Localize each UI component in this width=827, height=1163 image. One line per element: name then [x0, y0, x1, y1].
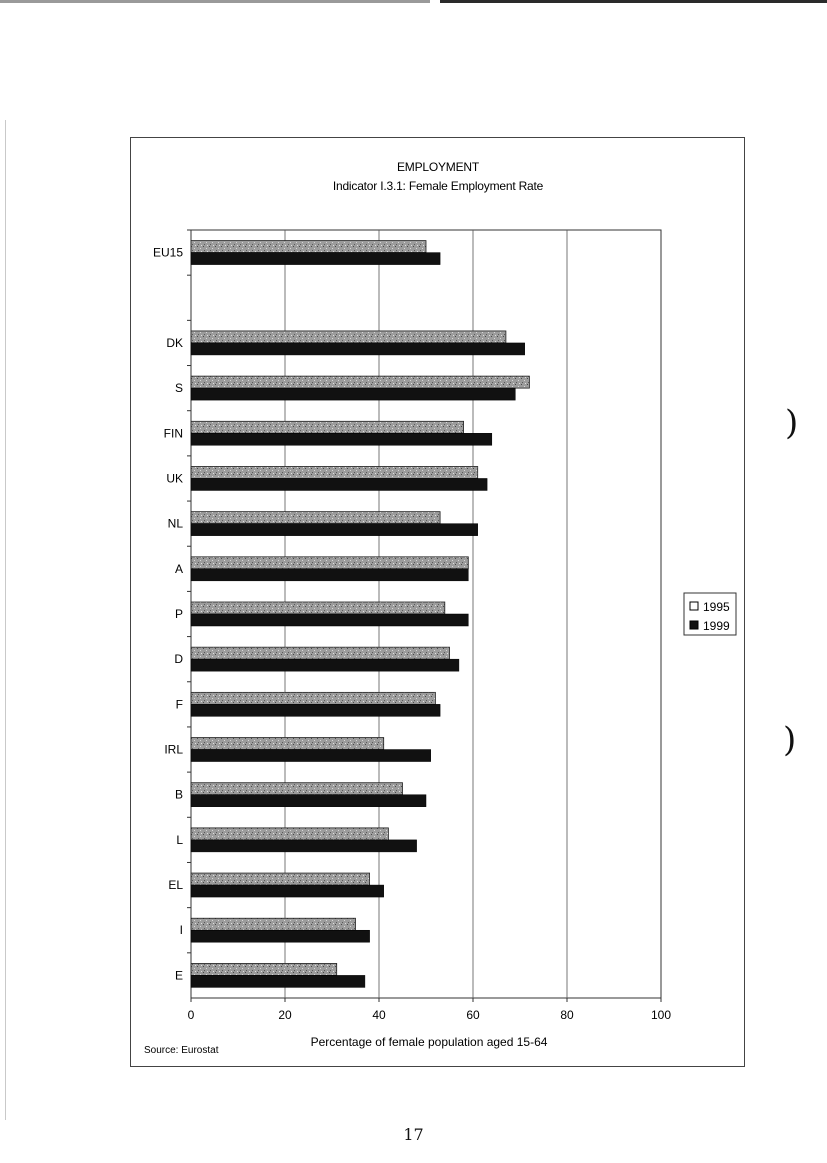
binding-hole-mark-lower: ) — [783, 720, 797, 760]
category-label: D — [174, 652, 183, 667]
x-tick-label: 20 — [278, 1008, 292, 1022]
category-label: E — [174, 968, 183, 983]
bar-1995 — [191, 963, 337, 975]
category-label: DK — [166, 335, 183, 350]
bar-1999 — [191, 478, 487, 490]
x-tick-label: 100 — [650, 1008, 672, 1022]
x-axis-title: Percentage of female population aged 15-64 — [310, 1035, 548, 1049]
page-edge-line — [5, 120, 6, 1120]
source-note: Source: Eurostat — [144, 1045, 219, 1056]
category-label: EU15 — [152, 245, 183, 260]
bar-1995 — [191, 918, 356, 930]
bar-1999 — [191, 930, 370, 942]
bar-1995 — [191, 602, 445, 614]
legend-label: 1999 — [703, 619, 730, 633]
category-label: B — [174, 787, 183, 802]
category-label: NL — [167, 516, 183, 531]
x-axis — [188, 998, 672, 1022]
x-tick-label: 40 — [372, 1008, 386, 1022]
legend-swatch — [690, 621, 698, 629]
bar-1995 — [191, 241, 426, 253]
category-label: UK — [166, 471, 183, 486]
legend — [684, 593, 736, 635]
category-label: I — [179, 923, 183, 938]
legend-label: 1995 — [703, 600, 730, 614]
bar-1999 — [191, 885, 384, 897]
category-label: S — [174, 381, 183, 396]
bar-1999 — [191, 569, 468, 581]
category-label: A — [174, 561, 183, 576]
bar-1995 — [191, 512, 440, 524]
y-axis — [153, 230, 191, 982]
bar-1999 — [191, 388, 515, 400]
bar-1999 — [191, 253, 440, 265]
bar-1995 — [191, 421, 464, 433]
bar-1999 — [191, 433, 492, 445]
x-tick-label: 0 — [187, 1008, 195, 1022]
bar-1995 — [191, 557, 468, 569]
category-label: L — [176, 832, 183, 847]
category-label: FIN — [163, 426, 183, 441]
category-label: P — [174, 607, 183, 621]
scan-edge-shading — [0, 0, 430, 3]
bar-1995 — [191, 783, 403, 795]
bar-1999 — [191, 614, 468, 626]
bar-1995 — [191, 647, 450, 659]
bar-1995 — [191, 692, 435, 704]
bars-layer — [191, 241, 529, 988]
figure-frame — [130, 137, 745, 1067]
bar-1999 — [191, 840, 417, 852]
bar-1999 — [191, 524, 478, 536]
bar-1995 — [191, 331, 506, 343]
bar-1995 — [191, 376, 529, 388]
x-tick-label: 80 — [560, 1008, 574, 1022]
bar-1995 — [191, 873, 370, 885]
scan-edge-line — [440, 0, 827, 3]
bar-1999 — [191, 750, 431, 762]
bar-1999 — [191, 795, 426, 807]
legend-swatch — [690, 602, 698, 610]
bar-1995 — [191, 738, 384, 750]
binding-hole-mark: ) — [785, 403, 799, 443]
bar-1995 — [191, 828, 388, 840]
chart-subtitle: Indicator I.3.1: Female Employment Rate — [332, 179, 544, 193]
bar-1995 — [191, 466, 478, 478]
bar-1999 — [191, 343, 525, 355]
female-employment-chart — [131, 138, 746, 1068]
x-tick-label: 60 — [466, 1008, 480, 1022]
page-number: 17 — [403, 1125, 424, 1144]
category-label: IRL — [164, 742, 183, 757]
chart-title: EMPLOYMENT — [396, 160, 480, 174]
category-label: EL — [168, 878, 183, 893]
bar-1999 — [191, 975, 365, 987]
bar-1999 — [191, 659, 459, 671]
bar-1999 — [191, 704, 440, 716]
category-label: F — [175, 697, 183, 712]
